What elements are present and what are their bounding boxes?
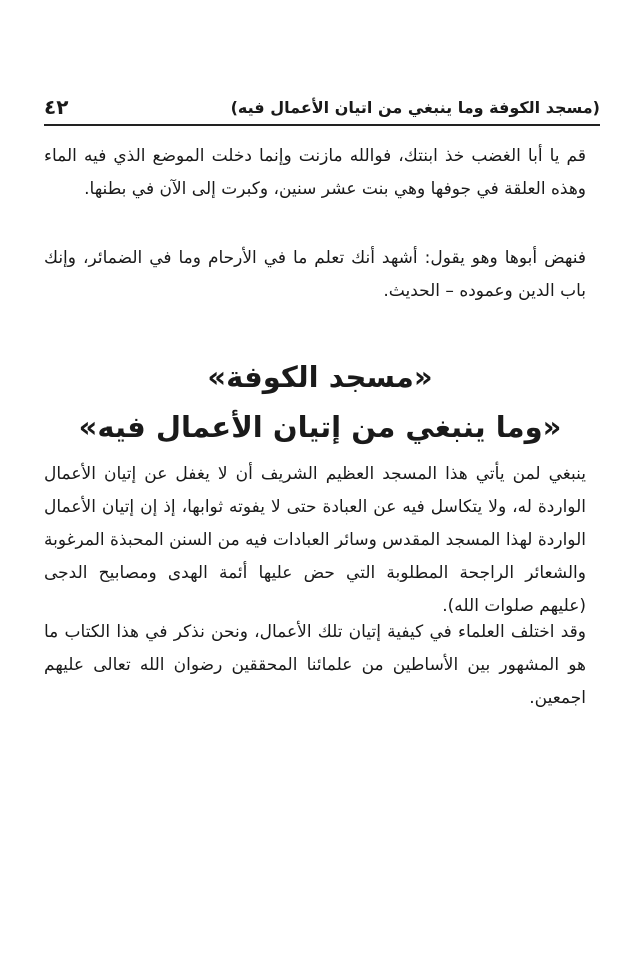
paragraph-continuation: قم يا أبا الغضب خذ ابنتك، فوالله مازنت وإنما دخلت الموضع الذي فيه الماء وهذه العلقة في جوفها وهي بنت عشر سنين، وكبرت إلى الآن في بطنها. (44, 146, 586, 199)
section-heading-line-2: «وما ينبغي من إتيان الأعمال فيه» (78, 410, 562, 444)
paragraph-scholars: وقد اختلف العلماء في كيفية إتيان تلك الأعمال، ونحن نذكر في هذا الكتاب ما هو المشهور بين الأساطين من علمائنا المحققين رضوان الله تعالى عليهم اجمعين. (44, 622, 586, 708)
section-heading-line-1: «مسجد الكوفة» (207, 360, 433, 394)
running-header (44, 90, 600, 126)
paragraph-intro: ينبغي لمن يأتي هذا المسجد العظيم الشريف أن لا يغفل عن إتيان الأعمال الواردة له، ولا يتكاسل فيه عن العبادة حتى لا يفوته ثوابها، إذ إن إتيان الأعمال الواردة لهذا المسجد المقدس وسائر العبادات فيه من السنن المحبذة المرغوبة والشعائر الراجحة المطلوبة التي حض عليها أئمة الهدى ومصابيح الدجى (عليهم صلوات الله). (44, 464, 586, 616)
paragraph-testimony: فنهض أبوها وهو يقول: أشهد أنك تعلم ما في الأرحام وما في الضمائر، وإنك باب الدين وعموده – الحديث. (44, 248, 586, 301)
running-header-title: (مسجد الكوفة وما ينبغي من اتيان الأعمال فيه) (230, 97, 600, 117)
page-number: ٤٢ (44, 95, 69, 119)
